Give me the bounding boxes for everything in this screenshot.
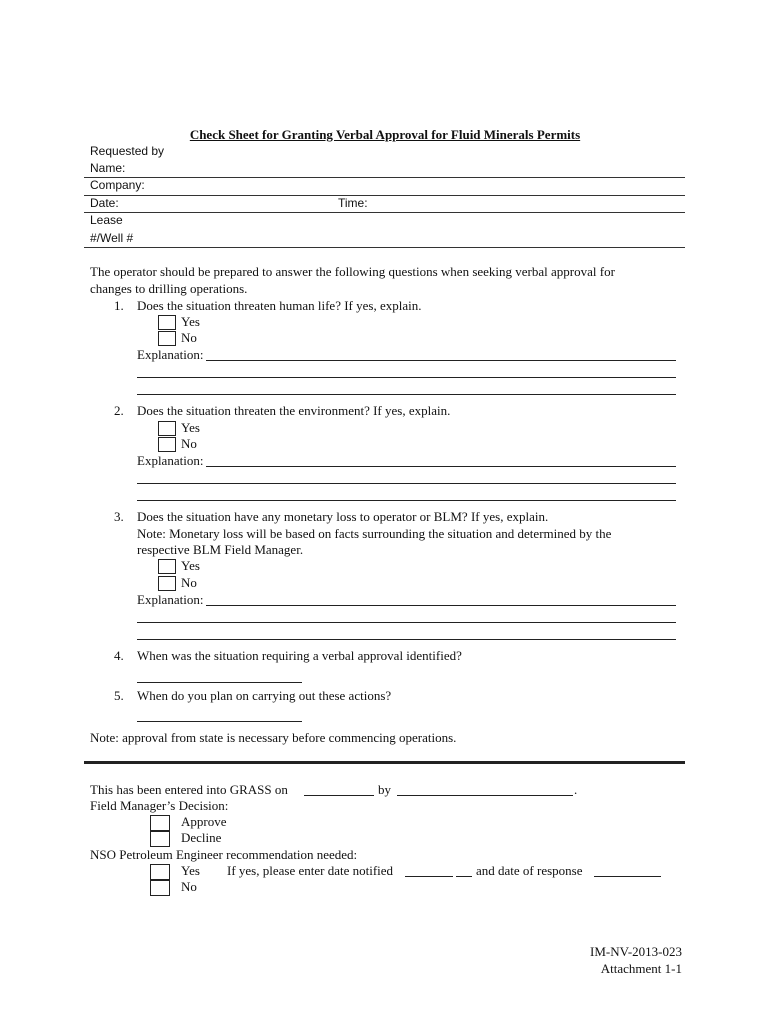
nso-and-text: and date of response	[476, 863, 583, 878]
q1-no-checkbox[interactable]	[158, 331, 176, 346]
question-number: 1.	[114, 298, 124, 313]
q1-explanation-line[interactable]	[206, 360, 676, 361]
date-notified-line[interactable]	[456, 876, 472, 877]
question-text: Does the situation threaten human life? If yes, explain.	[137, 298, 422, 313]
decline-label: Decline	[181, 830, 222, 845]
state-note: Note: approval from state is necessary before commencing operations.	[90, 730, 457, 745]
yes-label: Yes	[181, 558, 200, 573]
nso-no-label: No	[181, 879, 197, 894]
nso-yes-label: Yes	[181, 863, 200, 878]
question-note: Note: Monetary loss will be based on facts surrounding the situation and determined by the	[137, 526, 612, 541]
q3-explanation-line[interactable]	[137, 639, 676, 640]
approve-checkbox[interactable]	[150, 815, 170, 831]
nso-label: NSO Petroleum Engineer recommendation needed:	[90, 847, 358, 862]
q1-explanation-line[interactable]	[137, 377, 676, 378]
grass-text: This has been entered into GRASS on	[90, 782, 288, 797]
q4-answer-line[interactable]	[137, 682, 302, 683]
lease-well-field[interactable]	[84, 247, 685, 248]
question-number: 3.	[114, 509, 124, 524]
question-number: 2.	[114, 403, 124, 418]
explanation-label: Explanation:	[137, 453, 204, 468]
q2-explanation-line[interactable]	[137, 500, 676, 501]
q3-explanation-line[interactable]	[137, 622, 676, 623]
q1-explanation-line[interactable]	[137, 394, 676, 395]
q3-yes-checkbox[interactable]	[158, 559, 176, 574]
explanation-label: Explanation:	[137, 347, 204, 362]
yes-label: Yes	[181, 314, 200, 329]
q1-yes-checkbox[interactable]	[158, 315, 176, 330]
section-divider	[84, 761, 685, 764]
q5-answer-line[interactable]	[137, 721, 302, 722]
nso-yes-checkbox[interactable]	[150, 864, 170, 880]
date-notified-line[interactable]	[405, 876, 453, 877]
nso-no-checkbox[interactable]	[150, 880, 170, 896]
company-label: Company:	[90, 178, 145, 192]
question-text: When do you plan on carrying out these actions?	[137, 688, 392, 703]
company-field[interactable]	[84, 195, 685, 196]
document-id: IM-NV-2013-023	[590, 944, 682, 959]
well-label: #/Well #	[90, 231, 134, 245]
time-label: Time:	[338, 196, 368, 210]
yes-label: Yes	[181, 420, 200, 435]
question-text: Does the situation have any monetary loss to operator or BLM? If yes, explain.	[137, 509, 549, 524]
q2-explanation-line[interactable]	[137, 483, 676, 484]
grass-end: .	[574, 782, 578, 797]
explanation-label: Explanation:	[137, 592, 204, 607]
name-label: Name:	[90, 161, 126, 175]
question-text: Does the situation threaten the environment? If yes, explain.	[137, 403, 451, 418]
approve-label: Approve	[181, 814, 227, 829]
date-response-line[interactable]	[594, 876, 661, 877]
q3-no-checkbox[interactable]	[158, 576, 176, 591]
grass-by-text: by	[378, 782, 391, 797]
attachment-label: Attachment 1-1	[600, 961, 682, 976]
q2-explanation-line[interactable]	[206, 466, 676, 467]
date-label: Date:	[90, 196, 119, 210]
no-label: No	[181, 575, 197, 590]
grass-date-line[interactable]	[304, 795, 374, 796]
decline-checkbox[interactable]	[150, 831, 170, 847]
page-title: Check Sheet for Granting Verbal Approval for Fluid Minerals Permits	[189, 127, 581, 142]
date-time-field[interactable]	[84, 212, 685, 213]
grass-by-line[interactable]	[397, 795, 573, 796]
no-label: No	[181, 436, 197, 451]
intro-text: The operator should be prepared to answer the following questions when seeking verbal approval for	[90, 264, 615, 279]
no-label: No	[181, 330, 197, 345]
q2-yes-checkbox[interactable]	[158, 421, 176, 436]
nso-if-yes-text: If yes, please enter date notified	[227, 863, 394, 878]
question-text: When was the situation requiring a verbal approval identified?	[137, 648, 462, 663]
lease-label: Lease	[90, 213, 123, 227]
question-number: 4.	[114, 648, 124, 663]
q2-no-checkbox[interactable]	[158, 437, 176, 452]
requested-by-label: Requested by	[90, 144, 165, 158]
decision-label: Field Manager’s Decision:	[90, 798, 229, 813]
question-note: respective BLM Field Manager.	[137, 542, 304, 557]
question-number: 5.	[114, 688, 124, 703]
intro-text: changes to drilling operations.	[90, 281, 248, 296]
q3-explanation-line[interactable]	[206, 605, 676, 606]
name-field[interactable]	[84, 177, 685, 178]
